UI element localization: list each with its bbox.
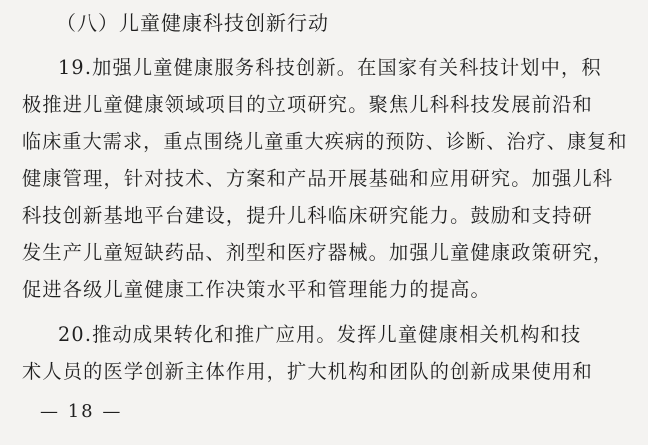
paragraph-line: 促进各级儿童健康工作决策水平和管理能力的提高。 bbox=[22, 278, 491, 301]
paragraph-line: 术人员的医学创新主体作用，扩大机构和团队的创新成果使用和 bbox=[22, 360, 593, 383]
paragraph-line: 科技创新基地平台建设，提升儿科临床研究能力。鼓励和支持研 bbox=[22, 204, 593, 227]
paragraph-line: 健康管理，针对技术、方案和产品开展基础和应用研究。加强儿科 bbox=[22, 167, 614, 190]
paragraph-line: 极推进儿童健康领域项目的立项研究。聚焦儿科科技发展前沿和 bbox=[22, 93, 593, 116]
paragraph-line: 临床重大需求，重点围绕儿童重大疾病的预防、诊断、治疗、康复和 bbox=[22, 130, 628, 153]
page-number: — 18 — bbox=[40, 401, 123, 422]
paragraph-line: 发生产儿童短缺药品、剂型和医疗器械。加强儿童健康政策研究， bbox=[22, 241, 614, 264]
paragraph-line: 20.推动成果转化和推广应用。发挥儿童健康相关机构和技 bbox=[58, 323, 582, 346]
paragraph-line: 19.加强儿童健康服务科技创新。在国家有关科技计划中，积 bbox=[58, 56, 602, 79]
section-heading: （八）儿童健康科技创新行动 bbox=[56, 11, 329, 35]
